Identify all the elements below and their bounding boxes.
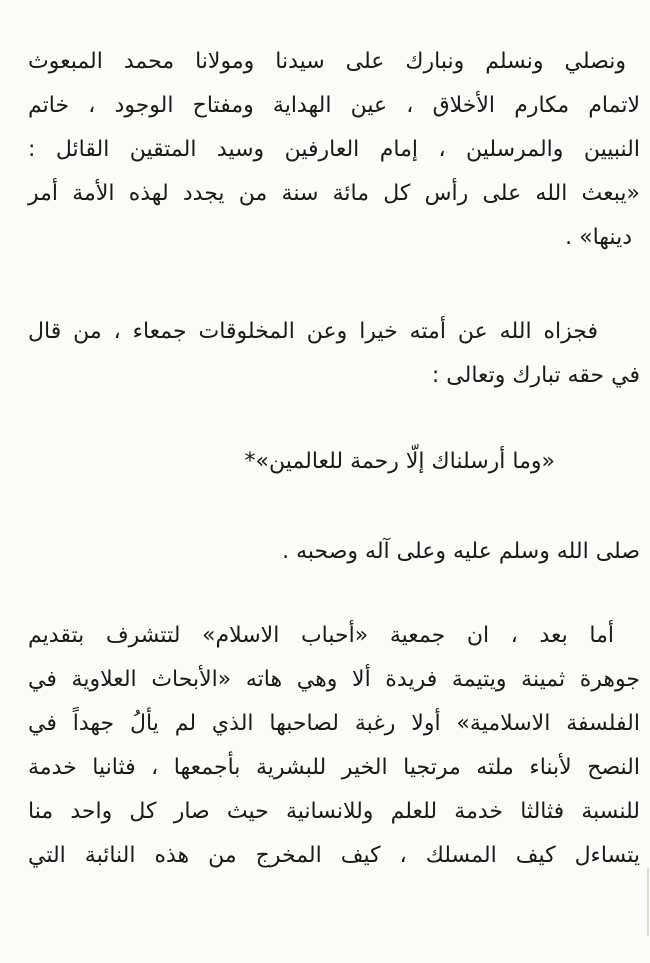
scan-edge-artifact xyxy=(647,868,649,936)
text-line: النصح لأبناء ملته مرتجيا الخير للبشرية بأجمعها ، فثانيا خدمة xyxy=(28,755,640,780)
paragraph-opening xyxy=(28,40,640,260)
text-line: ونصلي ونسلم ونبارك على سيدنا ومولانا محمد المبعوث xyxy=(28,49,626,74)
text-line: أما بعد ، ان جمعية «أحباب الاسلام» لتتشرف بتقديم xyxy=(28,623,614,648)
salutation-line: صلى الله وسلم عليه وعلى آله وصحبه . xyxy=(282,539,640,564)
text-line: للنسبة فثالثا خدمة للعلم وللانسانية حيث صار كل واحد منا xyxy=(28,799,640,824)
text-line: فجزاه الله عن أمته خيرا وعن المخلوقات جمعاء ، من قال xyxy=(28,319,598,344)
text-line: دينها» . xyxy=(565,225,632,250)
text-line: لاتمام مكارم الأخلاق ، عين الهداية ومفتاح الوجود ، خاتم xyxy=(28,93,640,118)
text-line: جوهرة ثمينة ويتيمة فريدة ألا وهي هاته «الأبحاث العلاوية في xyxy=(28,667,640,692)
text-line: «يبعث الله على رأس كل مائة سنة من يجدد لهذه الأمة أمر xyxy=(28,181,640,206)
text-line: يتساءل كيف المسلك ، كيف المخرج من هذه النائبة التي xyxy=(28,843,640,868)
paragraph-dua xyxy=(28,310,640,398)
paragraph-body xyxy=(28,614,640,878)
text-line: النبيين والمرسلين ، إمام العارفين وسيد المتقين القائل : xyxy=(28,137,640,162)
text-line: في حقه تبارك وتعالى : xyxy=(431,363,640,388)
verse-line: «وما أرسلناك إلّا رحمة للعالمين»* xyxy=(244,449,555,474)
text-line: الفلسفة الاسلامية» أولا رغبة لصاحبها الذي لم يألُ جهداً في xyxy=(28,711,640,736)
